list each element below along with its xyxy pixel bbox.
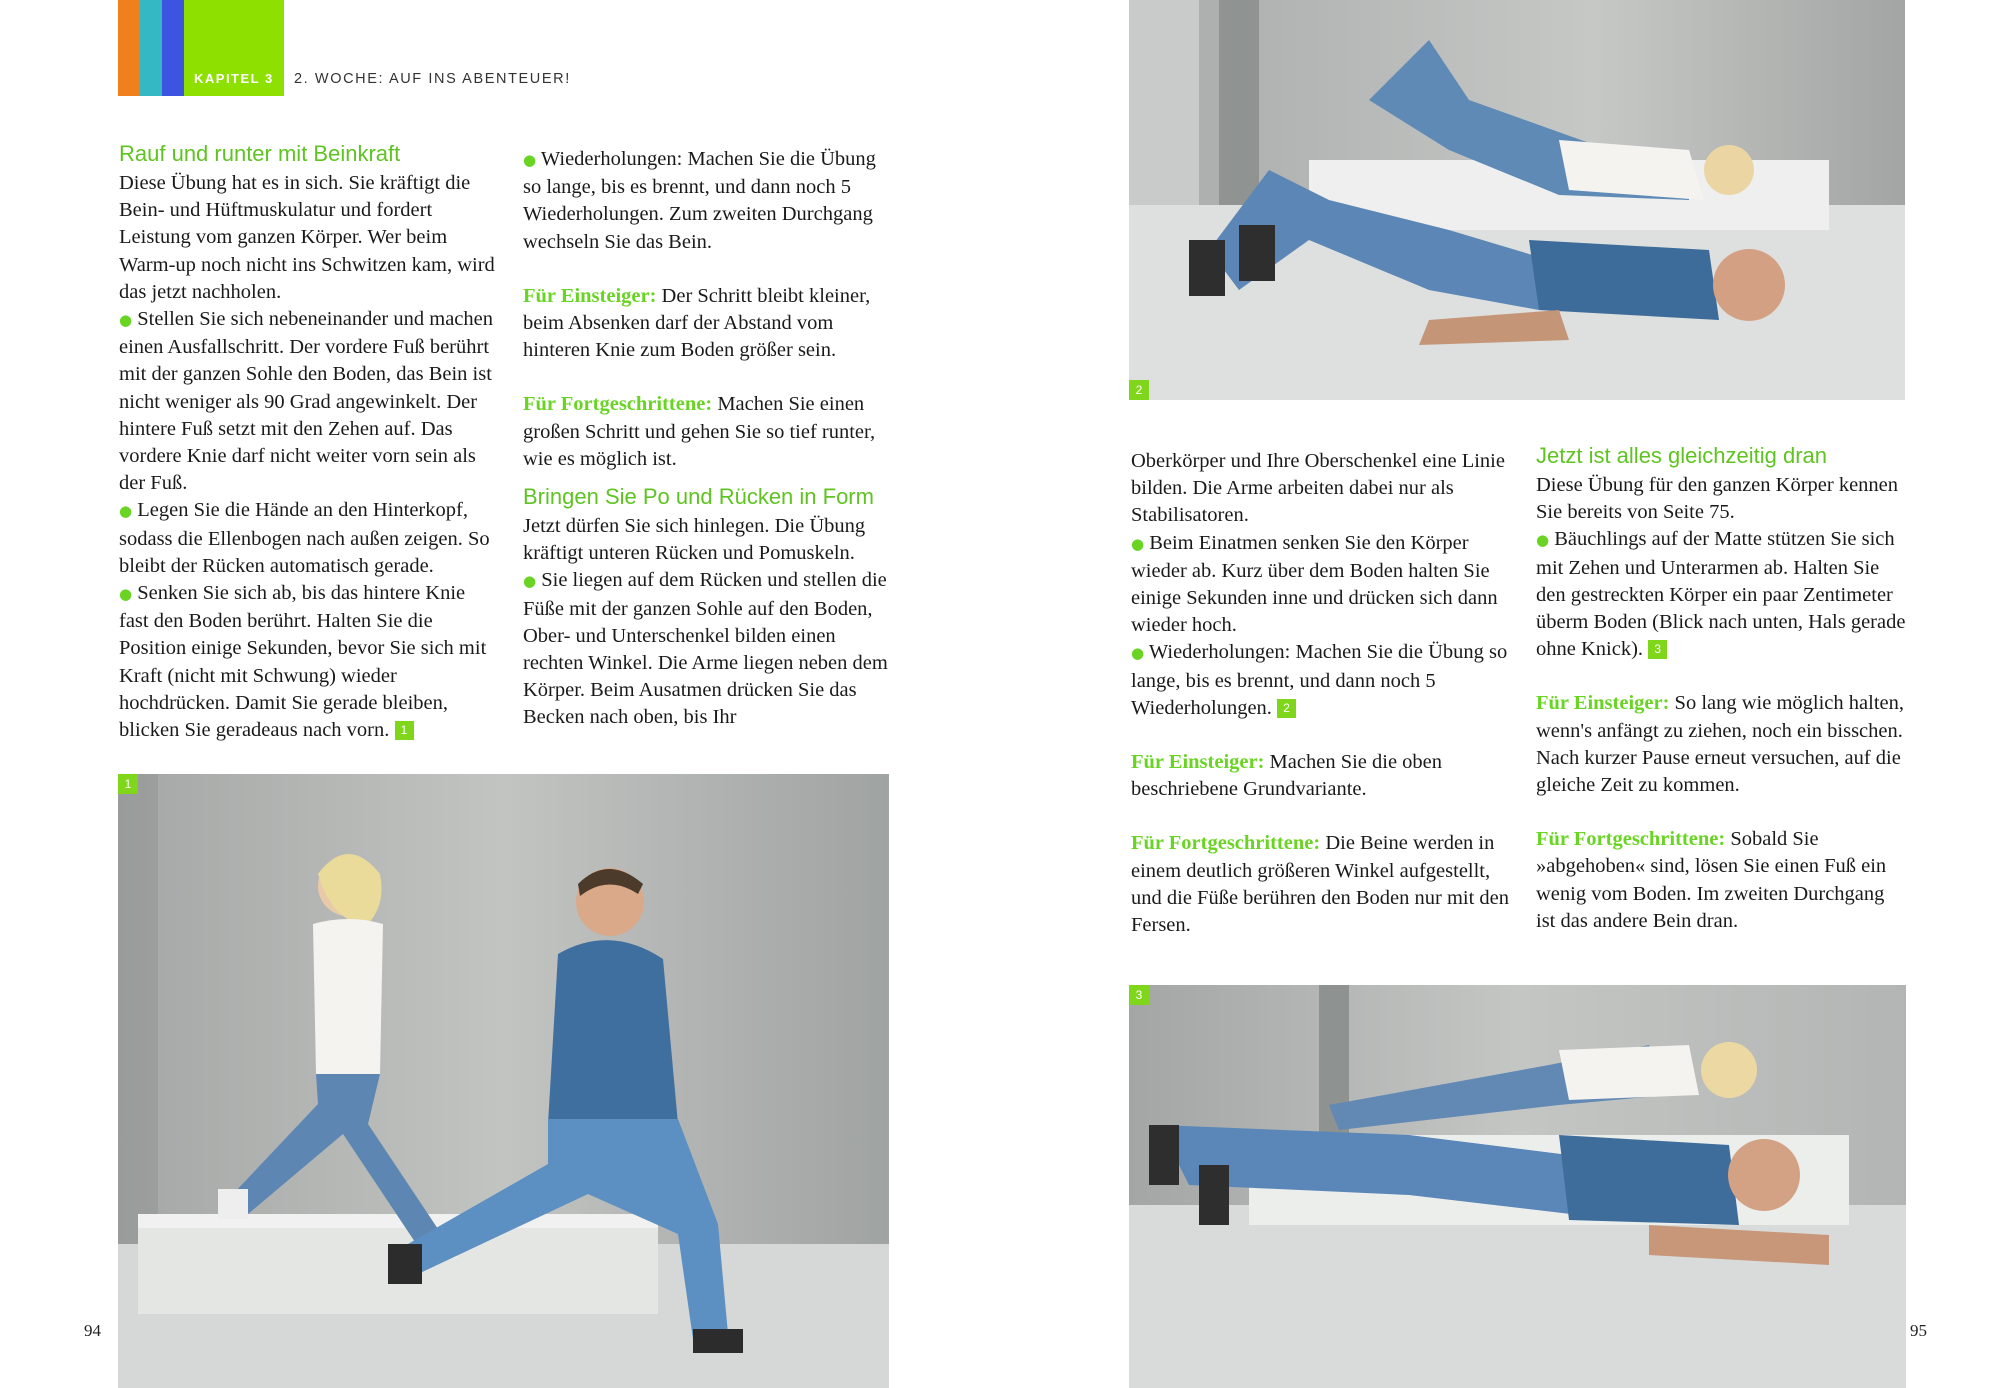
- plank-illustration: [1129, 985, 1906, 1388]
- bullet-paragraph: ● Wiederholungen: Machen Sie die Übung so lange, bis es brennt, und dann noch 5 Wiederholungen. Zum zweiten Durchgang wechseln Sie das Bein.: [523, 148, 876, 253]
- page-number-right: 95: [1910, 1321, 1927, 1340]
- advanced-label: Für Fortgeschrittene:: [523, 393, 713, 416]
- section-heading-po-ruecken: Bringen Sie Po und Rücken in Form: [523, 484, 874, 510]
- right-column-2: [1536, 440, 1908, 935]
- chapter-tab: [118, 0, 284, 96]
- intro-text: Diese Übung hat es in sich. Sie kräftigt die Bein- und Hüftmuskulatur und fordert Leistung vom ganzen Körper. Wer beim Warm-up noch nicht ins Schwitzen kam, wird das jetzt nachholen.: [119, 172, 495, 303]
- beginner-label: Für Einsteiger:: [1536, 692, 1670, 715]
- page-number-left: 94: [84, 1321, 101, 1340]
- photo-number-badge: 2: [1129, 380, 1149, 400]
- beginner-tip: Für Einsteiger: Machen Sie die oben beschriebene Grundvariante.: [1131, 751, 1443, 801]
- advanced-label: Für Fortgeschrittene:: [1131, 832, 1321, 855]
- bullet-icon: ●: [1131, 644, 1145, 663]
- advanced-tip: Für Fortgeschrittene: Machen Sie einen großen Schritt und gehen Sie so tief runter, wie es möglich ist.: [523, 393, 876, 470]
- bullet-paragraph: ● Sie liegen auf dem Rücken und stellen die Füße mit der ganzen Sohle auf den Boden, Ober- und Unterschenkel bilden einen rechten Winkel. Die Arme liegen neben dem Körper. Beim Ausatmen drücken Sie das Becken nach oben, bis Ihr: [523, 569, 888, 729]
- beginner-tip: Für Einsteiger: So lang wie möglich halten, wenn's anfängt zu ziehen, noch ein bisschen. Nach kurzer Pause erneut versuchen, auf die gleiche Zeit zu kommen.: [1536, 692, 1904, 797]
- bullet-icon: ●: [119, 311, 133, 330]
- bullet-icon: ●: [523, 151, 537, 169]
- intro-text: Jetzt dürfen Sie sich hinlegen. Die Übung kräftigt unteren Rücken und Pomuskeln.: [523, 515, 866, 565]
- section-heading-gleichzeitig: Jetzt ist alles gleichzeitig dran: [1536, 443, 1828, 468]
- advanced-tip: Für Fortgeschrittene: Sobald Sie »abgehoben« sind, lösen Sie einen Fuß ein wenig vom Boden. Im zweiten Durchgang ist das andere Bein dran.: [1536, 828, 1887, 932]
- exercise-photo-lunge: [118, 774, 889, 1388]
- bullet-icon: ●: [1536, 531, 1550, 550]
- bridge-illustration: [1129, 0, 1905, 400]
- continued-text: Oberkörper und Ihre Oberschenkel eine Linie bilden. Die Arme arbeiten dabei nur als Stabilisatoren.: [1131, 450, 1505, 527]
- bullet-icon: ●: [119, 502, 133, 521]
- bullet-paragraph: ● Beim Einatmen senken Sie den Körper wieder ab. Kurz über dem Boden halten Sie einige Sekunden inne und drücken sich dann wieder hoch.: [1131, 531, 1498, 637]
- bullet-icon: ●: [1131, 534, 1145, 553]
- tab-stripe-teal: [140, 0, 162, 96]
- photo-reference-badge: 1: [395, 721, 414, 740]
- beginner-label: Für Einsteiger:: [1131, 751, 1265, 774]
- exercise-photo-bridge: [1129, 0, 1905, 400]
- advanced-label: Für Fortgeschrittene:: [1536, 828, 1726, 851]
- bullet-paragraph: ● Bäuchlings auf der Matte stützen Sie sich mit Zehen und Unterarmen ab. Halten Sie den gestreckten Körper ein paar Zentimeter überm Boden (Blick nach unten, Hals gerade ohne Knick). 3: [1536, 528, 1906, 661]
- advanced-tip: Für Fortgeschrittene: Die Beine werden in einem deutlich größeren Winkel aufgestellt, und die Füße berühren den Boden nur mit den Fersen.: [1131, 832, 1510, 937]
- right-column-1: [1131, 448, 1511, 939]
- exercise-photo-plank: [1129, 985, 1906, 1388]
- bullet-paragraph: ● Stellen Sie sich nebeneinander und machen einen Ausfallschritt. Der vordere Fuß berührt mit der ganzen Sohle den Boden, das Bein ist nicht weniger als 90 Grad angewinkelt. Der hintere Fuß setzt mit den Zehen auf. Das vordere Knie darf nicht weiter vorn sein als der Fuß.: [119, 308, 494, 495]
- beginner-tip: Für Einsteiger: Der Schritt bleibt kleiner, beim Absenken darf der Abstand vom hinteren Knie zum Boden größer sein.: [523, 284, 871, 362]
- left-column-1: [119, 138, 495, 744]
- bullet-paragraph: ● Legen Sie die Hände an den Hinterkopf, sodass die Ellenbogen nach außen zeigen. So bleibt der Rücken automatisch gerade.: [119, 499, 490, 577]
- photo-number-badge: 1: [118, 774, 138, 794]
- photo-number-badge: 3: [1129, 985, 1149, 1005]
- tab-stripe-orange: [118, 0, 140, 96]
- bullet-icon: ●: [523, 572, 537, 591]
- bullet-paragraph: ● Wiederholungen: Machen Sie die Übung so lange, bis es brennt, und dann noch 5 Wiederholungen. 2: [1131, 641, 1508, 719]
- bullet-paragraph: ● Senken Sie sich ab, bis das hintere Knie fast den Boden berührt. Halten Sie die Position einige Sekunden, bevor Sie sich mit Kraft (nicht mit Schwung) wieder hochdrücken. Damit Sie gerade bleiben, blicken Sie geradeaus nach vorn. 1: [119, 582, 487, 742]
- tab-stripe-blue: [162, 0, 184, 96]
- intro-text: Diese Übung für den ganzen Körper kennen Sie bereits von Seite 75.: [1536, 474, 1899, 524]
- chapter-label: KAPITEL 3: [194, 71, 274, 86]
- section-heading-beinkraft: Rauf und runter mit Beinkraft: [119, 141, 401, 166]
- left-column-2: [523, 146, 895, 732]
- beginner-label: Für Einsteiger:: [523, 284, 657, 307]
- bullet-icon: ●: [119, 585, 133, 604]
- lunge-illustration: [118, 774, 889, 1388]
- running-head: 2. WOCHE: AUF INS ABENTEUER!: [294, 71, 571, 87]
- photo-reference-badge: 2: [1277, 699, 1296, 718]
- photo-reference-badge: 3: [1648, 640, 1667, 659]
